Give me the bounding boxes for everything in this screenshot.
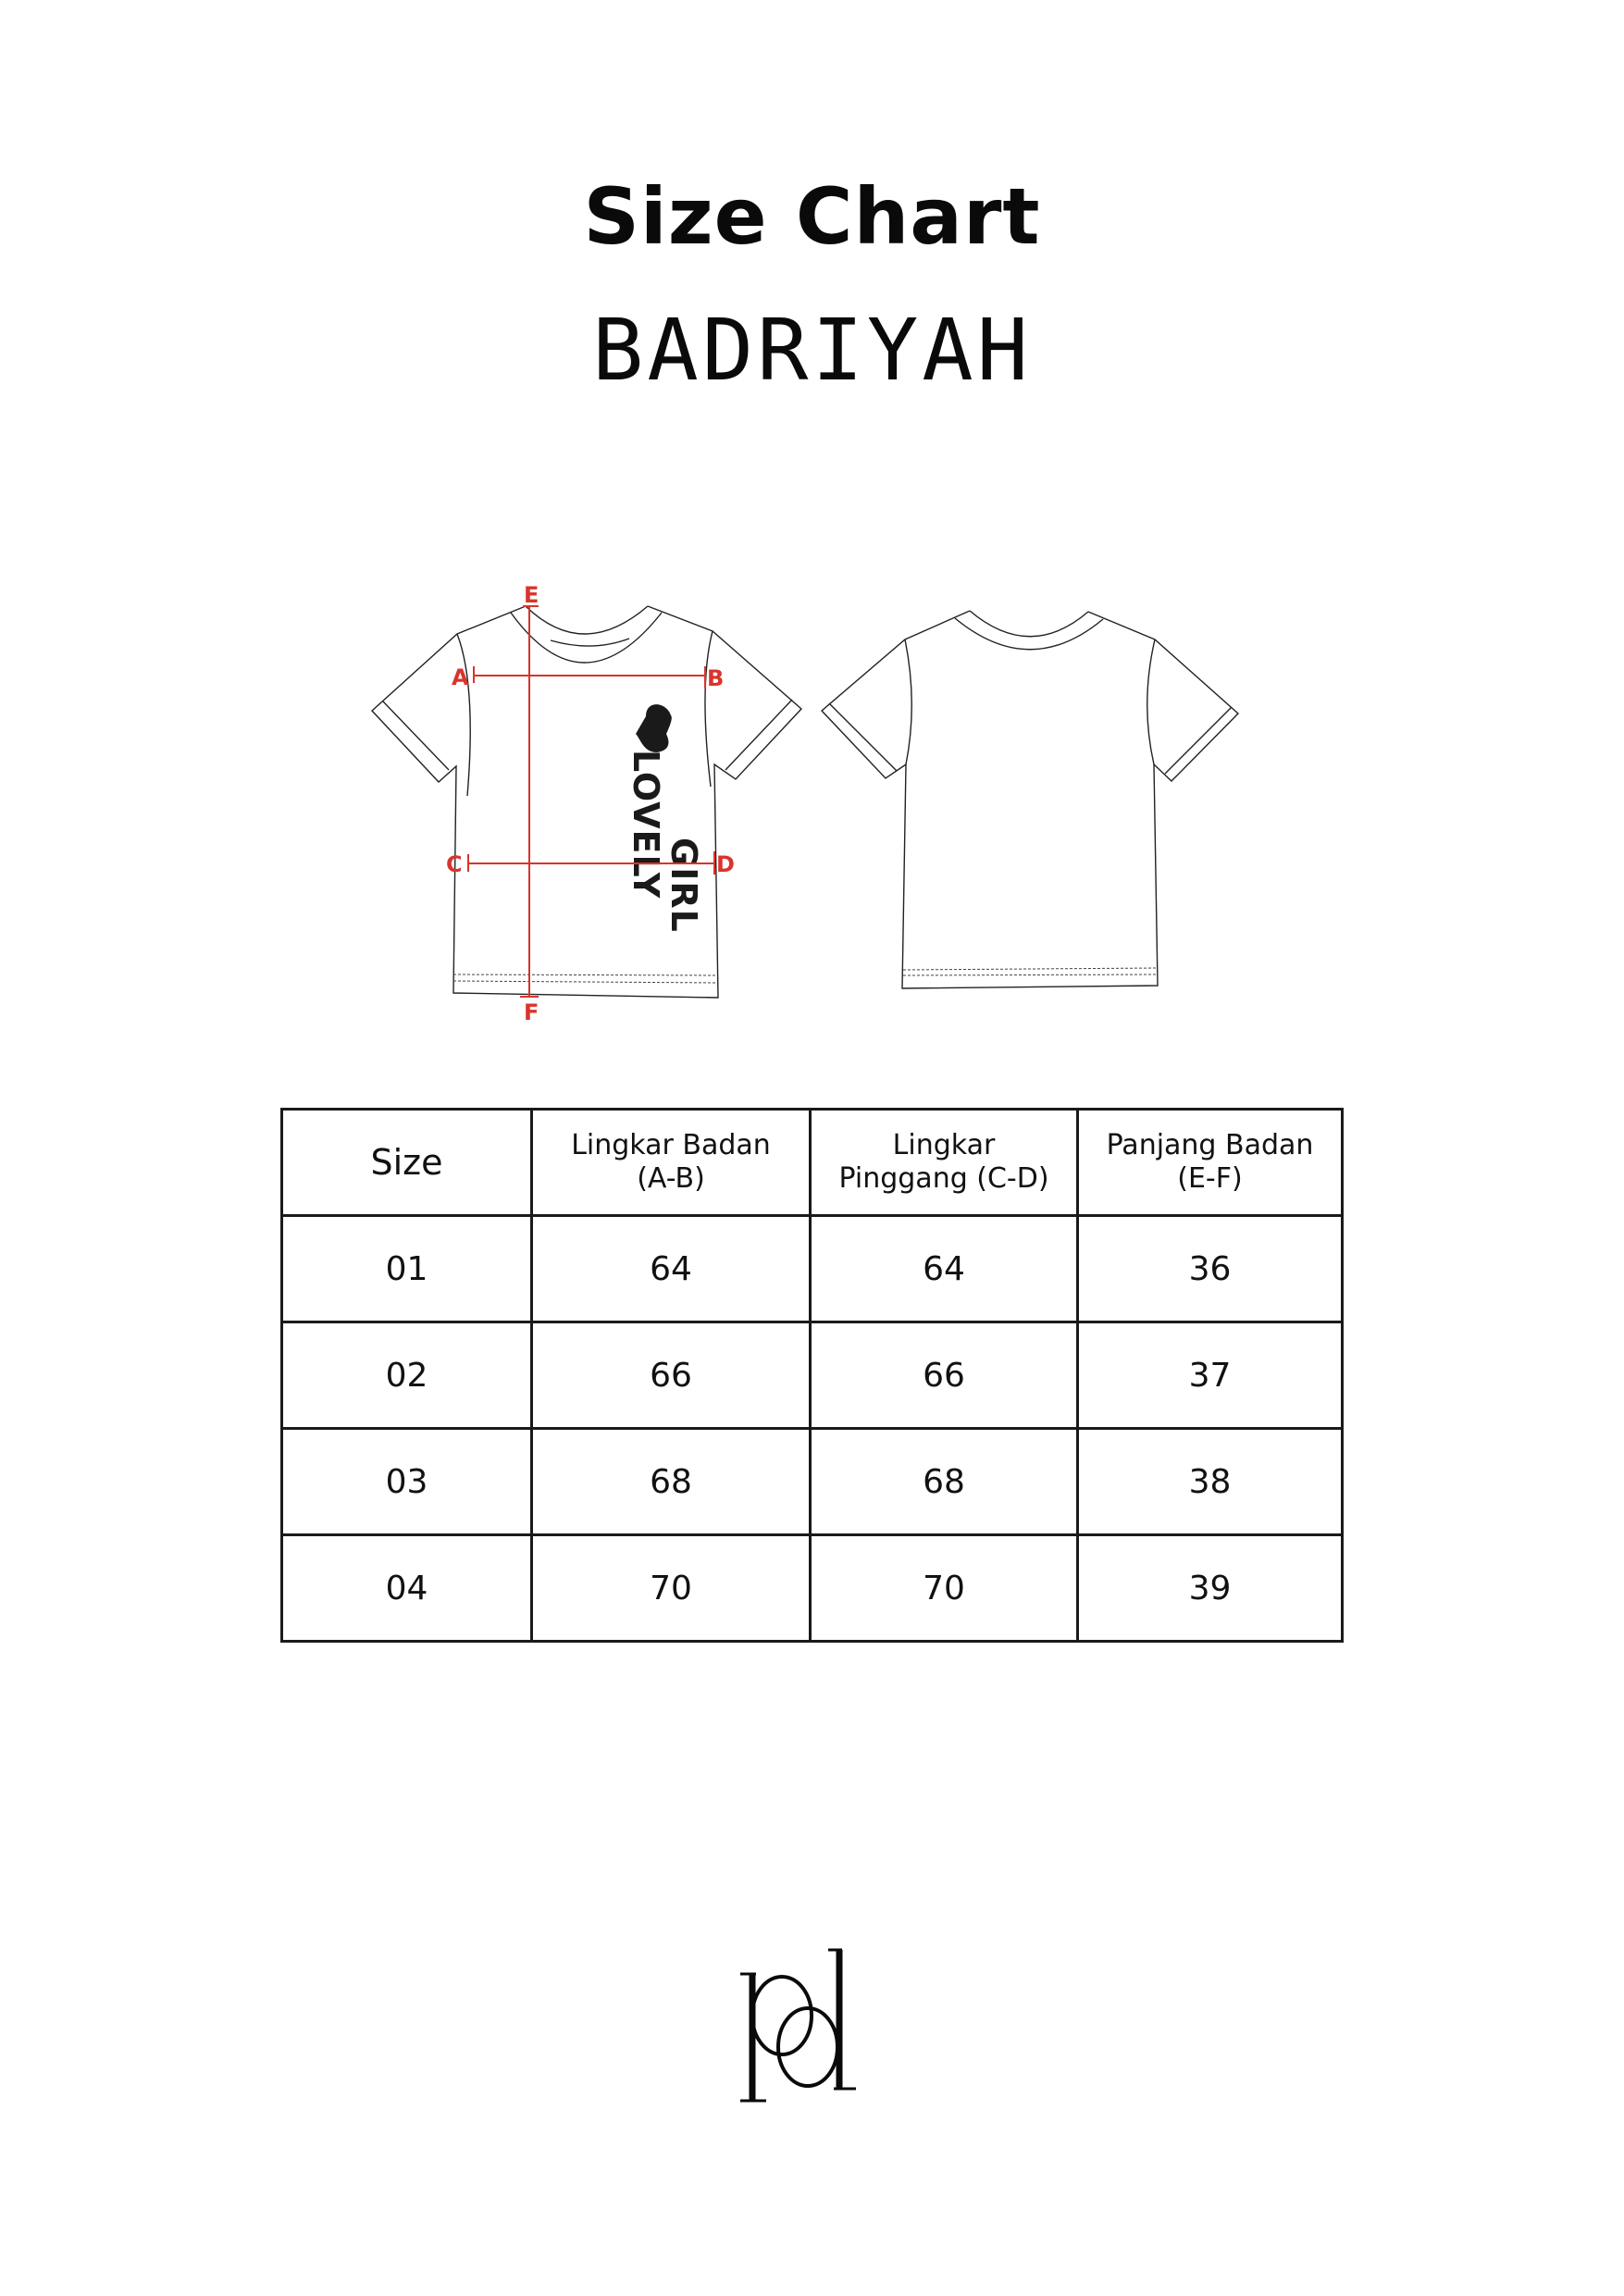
brand-logo xyxy=(736,1939,874,2105)
label-a: A xyxy=(452,664,469,690)
cell-lingkar-pinggang: 66 xyxy=(811,1322,1078,1429)
size-table xyxy=(280,1108,1344,1643)
table-row xyxy=(282,1322,1343,1429)
measurement-lines xyxy=(468,606,714,997)
cell-lingkar-badan: 64 xyxy=(532,1216,811,1322)
table-row xyxy=(282,1535,1343,1642)
cell-panjang-badan: 36 xyxy=(1078,1216,1343,1322)
print-text-girl: GIRL xyxy=(663,838,704,933)
table-header-row xyxy=(282,1110,1343,1216)
cell-size: 03 xyxy=(282,1429,532,1535)
cell-panjang-badan: 37 xyxy=(1078,1322,1343,1429)
header-panjang-badan: Panjang Badan (E-F) xyxy=(1078,1110,1343,1216)
cell-size: 01 xyxy=(282,1216,532,1322)
tshirt-front-illustration xyxy=(361,574,824,1036)
cell-lingkar-pinggang: 64 xyxy=(811,1216,1078,1322)
table-row xyxy=(282,1216,1343,1322)
cell-lingkar-pinggang: 70 xyxy=(811,1535,1078,1642)
cell-size: 02 xyxy=(282,1322,532,1429)
label-e: E xyxy=(524,582,539,608)
cell-lingkar-badan: 68 xyxy=(532,1429,811,1535)
label-f: F xyxy=(524,999,539,1025)
tshirt-back-illustration xyxy=(814,592,1249,999)
shirt-print xyxy=(626,704,704,933)
cell-size: 04 xyxy=(282,1535,532,1642)
product-name: BADRIYAH xyxy=(591,301,1033,400)
header-size: Size xyxy=(282,1110,532,1216)
print-text-lovely: LOVELY xyxy=(626,750,666,900)
cell-lingkar-pinggang: 68 xyxy=(811,1429,1078,1535)
header-lingkar-badan: Lingkar Badan (A-B) xyxy=(532,1110,811,1216)
label-c: C xyxy=(446,851,463,877)
header-lingkar-pinggang: Lingkar Pinggang (C-D) xyxy=(811,1110,1078,1216)
label-b: B xyxy=(707,665,725,691)
heart-icon xyxy=(636,704,672,752)
table-row xyxy=(282,1429,1343,1535)
cell-panjang-badan: 39 xyxy=(1078,1535,1343,1642)
cell-lingkar-badan: 66 xyxy=(532,1322,811,1429)
cell-panjang-badan: 38 xyxy=(1078,1429,1343,1535)
page-title: Size Chart xyxy=(583,171,1041,262)
cell-lingkar-badan: 70 xyxy=(532,1535,811,1642)
label-d: D xyxy=(716,851,735,877)
